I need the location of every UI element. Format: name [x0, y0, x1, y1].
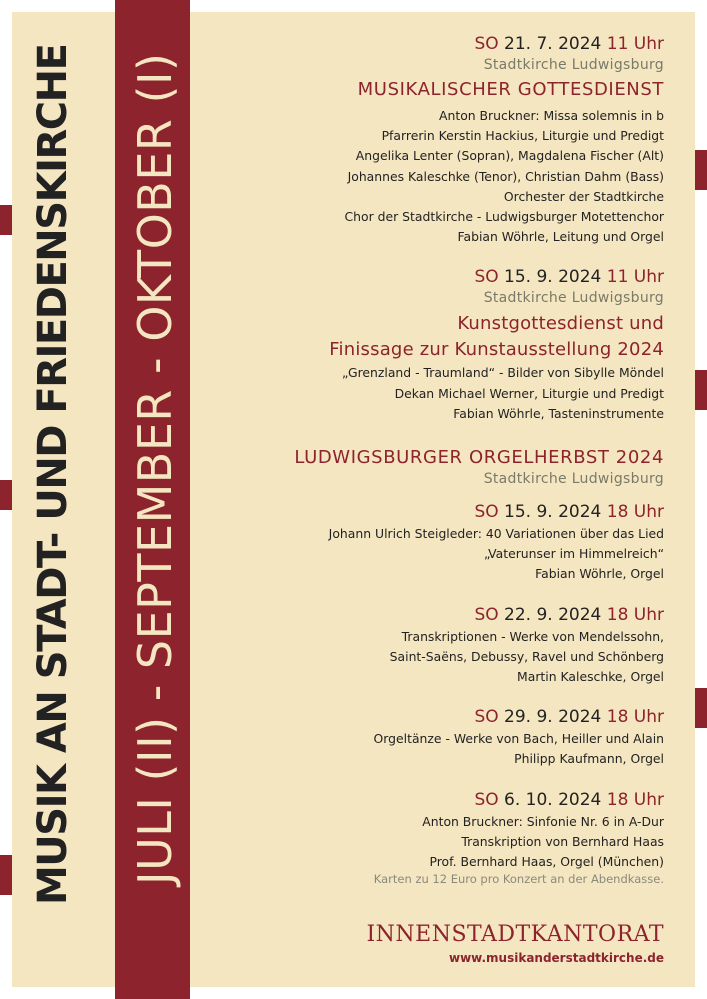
website-link[interactable]: www.musikanderstadtkirche.de: [448, 951, 664, 965]
event-weekday: SO: [474, 34, 499, 54]
organizer-name: INNENSTADTKANTORAT: [366, 922, 664, 947]
concert-date-line: [200, 788, 664, 812]
event-title-line: Kunstgottesdienst und: [457, 313, 664, 335]
event-detail: Fabian Wöhrle, Leitung und Orgel: [457, 229, 664, 245]
event-2: [200, 265, 664, 424]
concert-detail: Orgeltänze - Werke von Bach, Heiller und Alain: [373, 731, 664, 747]
concert-date: 15. 9. 2024: [504, 502, 602, 523]
event-date: 15. 9. 2024: [504, 267, 602, 288]
event-venue: Stadtkirche Ludwigsburg: [483, 57, 664, 73]
event-detail: Pfarrerin Kerstin Hackius, Liturgie und Predigt: [381, 128, 664, 144]
concert-detail: Johann Ulrich Steigleder: 40 Variationen über das Lied: [328, 526, 664, 542]
concert-detail: Anton Bruckner: Sinfonie Nr. 6 in A-Dur: [422, 813, 664, 829]
event-date-line: [200, 32, 664, 56]
concert-detail: Prof. Bernhard Haas, Orgel (München): [429, 854, 664, 870]
event-detail: Dekan Michael Werner, Liturgie und Predigt: [394, 385, 664, 401]
concert-weekday: SO: [474, 707, 499, 728]
event-detail: Orchester der Stadtkirche: [503, 188, 664, 204]
event-date: 21. 7. 2024: [504, 34, 602, 54]
event-detail: Johannes Kaleschke (Tenor), Christian Dahm (Bass): [347, 168, 664, 184]
concert-detail: Transkription von Bernhard Haas: [461, 833, 664, 849]
edge-tab-right-2: [695, 370, 707, 410]
event-weekday: SO: [474, 267, 499, 288]
event-title-line: Finissage zur Kunstausstellung 2024: [329, 339, 664, 361]
concert-detail: Transkriptionen - Werke von Mendelssohn,: [401, 628, 664, 644]
series-venue: Stadtkirche Ludwigsburg: [483, 471, 664, 488]
concert-time: 18 Uhr: [606, 502, 664, 523]
event-time: 11 Uhr: [606, 34, 664, 54]
concert-detail: Philipp Kaufmann, Orgel: [514, 751, 664, 767]
event-venue: Stadtkirche Ludwigsburg: [483, 290, 664, 307]
event-detail: Angelika Lenter (Sopran), Magdalena Fischer (Alt): [355, 148, 664, 164]
concert-2: [200, 603, 664, 688]
concert-detail: Saint-Saëns, Debussy, Ravel und Schönberg: [389, 648, 664, 664]
program-column: [200, 32, 664, 872]
concert-detail: „Vaterunser im Himmelreich“: [483, 546, 664, 562]
edge-tab-right-1: [695, 150, 707, 190]
concert-weekday: SO: [474, 502, 499, 523]
ticket-note: Karten zu 12 Euro pro Konzert an der Abendkasse.: [373, 872, 664, 886]
concert-detail: Martin Kaleschke, Orgel: [517, 669, 664, 685]
event-detail: Fabian Wöhrle, Tasteninstrumente: [453, 405, 664, 421]
event-detail: „Grenzland - Traumland“ - Bilder von Sibylle Möndel: [342, 365, 664, 381]
event-1: [200, 32, 664, 247]
concert-date-line: [200, 705, 664, 729]
concert-1: [200, 500, 664, 585]
event-title: MUSIKALISCHER GOTTESDIENST: [357, 79, 664, 100]
edge-tab-left-1: [0, 205, 12, 235]
edge-tab-left-3: [0, 855, 12, 895]
event-date-line: [200, 265, 664, 289]
edge-tab-right-3: [695, 688, 707, 728]
edge-tab-left-2: [0, 480, 12, 510]
concert-date-line: [200, 500, 664, 524]
concert-time: 18 Uhr: [606, 604, 664, 625]
concert-time: 18 Uhr: [606, 707, 664, 728]
series-header: [200, 446, 664, 488]
concert-weekday: SO: [474, 789, 499, 810]
concert-detail: Fabian Wöhrle, Orgel: [535, 566, 664, 582]
concert-date: 22. 9. 2024: [504, 604, 602, 625]
event-detail: Chor der Stadtkirche - Ludwigsburger Motettenchor: [344, 209, 664, 225]
concert-4: [200, 788, 664, 873]
event-detail: Anton Bruckner: Missa solemnis in b: [439, 108, 664, 123]
vertical-dates-title: JULI (II) - SEPTEMBER - OKTOBER (I): [128, 52, 182, 885]
concert-date-line: [200, 603, 664, 627]
concert-weekday: SO: [474, 604, 499, 625]
event-time: 11 Uhr: [606, 267, 664, 288]
series-title: LUDWIGSBURGER ORGELHERBST 2024: [294, 447, 664, 469]
vertical-main-title: MUSIK AN STADT- UND FRIEDENSKIRCHE: [30, 44, 76, 905]
concert-date: 6. 10. 2024: [504, 789, 602, 810]
concert-3: [200, 705, 664, 769]
concert-date: 29. 9. 2024: [504, 707, 602, 728]
concert-time: 18 Uhr: [606, 789, 664, 810]
